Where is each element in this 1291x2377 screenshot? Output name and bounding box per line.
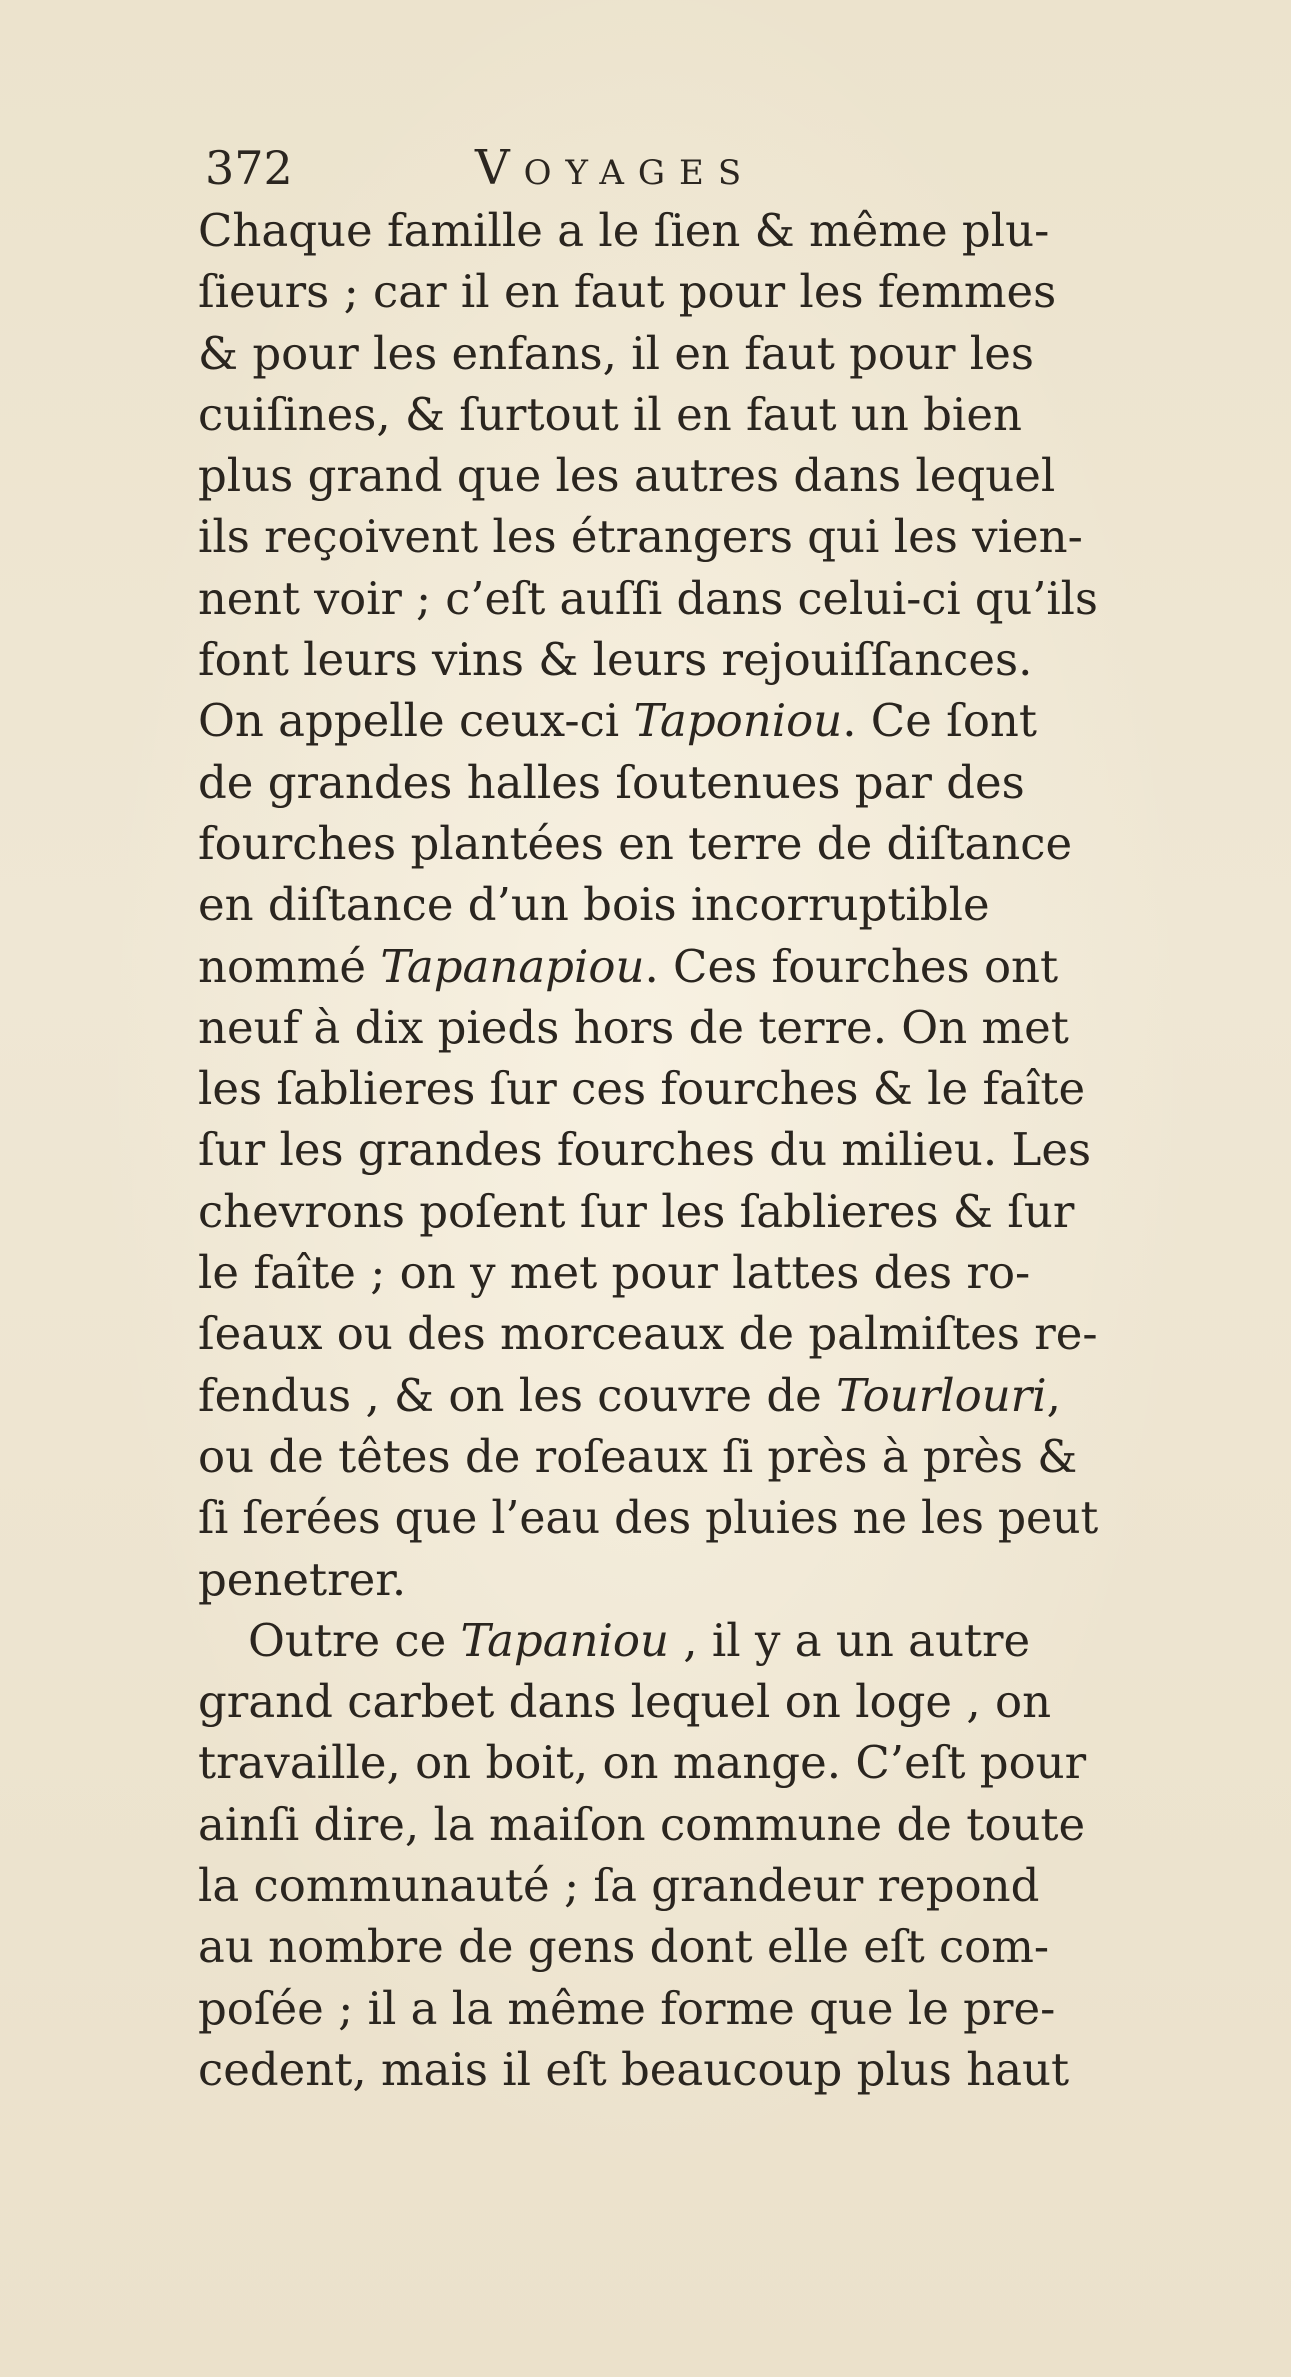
text-line — [198, 384, 1198, 445]
text-segment: fendus , & on les couvre de — [198, 1368, 837, 1422]
text-line — [198, 1732, 1198, 1793]
text-segment: en diſtance d’un bois incorruptible — [198, 878, 990, 932]
text-segment: On appelle ceux-ci — [198, 694, 634, 748]
text-line — [198, 1058, 1198, 1119]
running-head: Voyages — [475, 140, 756, 196]
text-segment: ils reçoivent les étrangers qui les vien- — [198, 510, 1083, 564]
italic-term: Tourlouri — [836, 1368, 1047, 1422]
text-line — [198, 752, 1198, 813]
page-header — [205, 138, 1105, 198]
text-line — [198, 445, 1198, 506]
text-line — [198, 2039, 1198, 2100]
text-segment: les ſablieres ſur ces fourches & le faîte — [198, 1062, 1086, 1116]
italic-term: Tapaniou — [460, 1613, 669, 1667]
text-segment: & pour les enfans, il en faut pour les — [198, 326, 1034, 380]
text-line — [198, 1794, 1198, 1855]
text-segment: cuiſines, & ſurtout il en faut un bien — [198, 387, 1022, 441]
text-segment: travaille, on boit, on mange. C’eſt pour — [198, 1736, 1087, 1790]
page-number: 372 — [205, 141, 293, 195]
text-line — [198, 261, 1198, 322]
text-segment: . Ce ſont — [842, 694, 1037, 748]
text-segment: de grandes halles ſoutenues par des — [198, 755, 1025, 809]
text-line — [198, 813, 1198, 874]
text-line — [198, 1549, 1198, 1610]
text-segment: ſeaux ou des morceaux de palmiſtes re- — [198, 1307, 1098, 1361]
text-line — [198, 1916, 1198, 1977]
text-segment: ſi ſerées que l’eau des pluies ne les peut — [198, 1491, 1099, 1545]
text-line — [198, 1487, 1177, 1548]
text-line — [198, 1181, 1198, 1242]
text-segment: Chaque famille a le ſien & même plu- — [198, 204, 1050, 257]
text-segment: la communauté ; ſa grandeur repond — [198, 1859, 1040, 1913]
text-line — [198, 1303, 1198, 1364]
text-segment: ou de têtes de roſeaux ſi près à près & — [198, 1429, 1078, 1483]
text-segment: ſieurs ; car il en faut pour les femmes — [198, 265, 1057, 319]
text-segment: , — [1046, 1368, 1061, 1422]
text-line — [198, 1426, 1198, 1487]
text-line — [198, 1365, 1198, 1426]
text-segment: poſée ; il a la même forme que le pre- — [198, 1981, 1056, 2035]
text-segment: cedent, mais il eſt beaucoup plus haut — [198, 2042, 1070, 2096]
text-segment: , il y a un autre — [668, 1613, 1031, 1667]
text-line — [198, 997, 1198, 1058]
text-line — [198, 1242, 1198, 1303]
text-line — [198, 936, 1198, 997]
text-segment: . Ces fourches ont — [644, 939, 1059, 993]
text-segment: fourches plantées en terre de diſtance — [198, 816, 1073, 870]
body-text — [198, 200, 1198, 2100]
text-segment: au nombre de gens dont elle eſt com- — [198, 1920, 1050, 1974]
italic-term: Tapanapiou — [380, 939, 645, 993]
text-segment: nent voir ; c’eſt auſſi dans celui-ci qu’ils — [198, 571, 1098, 625]
text-segment: chevrons poſent ſur les ſablieres & ſur — [198, 1184, 1075, 1238]
text-segment: grand carbet dans lequel on loge , on — [198, 1675, 1052, 1729]
text-line — [198, 1978, 1198, 2039]
text-segment: ſur les grandes fourches du milieu. Les — [198, 1123, 1092, 1177]
text-line — [198, 200, 1198, 261]
text-segment: font leurs vins & leurs rejouiſſances. — [198, 633, 1033, 687]
text-line — [198, 1119, 1198, 1180]
text-line — [198, 1610, 1198, 1671]
text-line — [198, 323, 1198, 384]
text-segment: neuf à dix pieds hors de terre. On met — [198, 1000, 1069, 1054]
text-line — [198, 1855, 1198, 1916]
text-line — [198, 506, 1198, 567]
text-line — [198, 629, 1198, 690]
text-segment: le faîte ; on y met pour lattes des ro- — [198, 1246, 1031, 1300]
text-line — [198, 874, 1198, 935]
text-segment: nommé — [198, 939, 381, 993]
text-segment: ainſi dire, la maiſon commune de toute — [198, 1797, 1086, 1851]
text-segment: plus grand que les autres dans lequel — [198, 449, 1056, 503]
text-line — [198, 1671, 1198, 1732]
text-segment: Outre ce — [248, 1613, 461, 1667]
text-line — [198, 568, 1190, 629]
italic-term: Taponiou — [633, 694, 843, 748]
text-line — [198, 690, 1198, 751]
text-segment: penetrer. — [198, 1552, 407, 1606]
